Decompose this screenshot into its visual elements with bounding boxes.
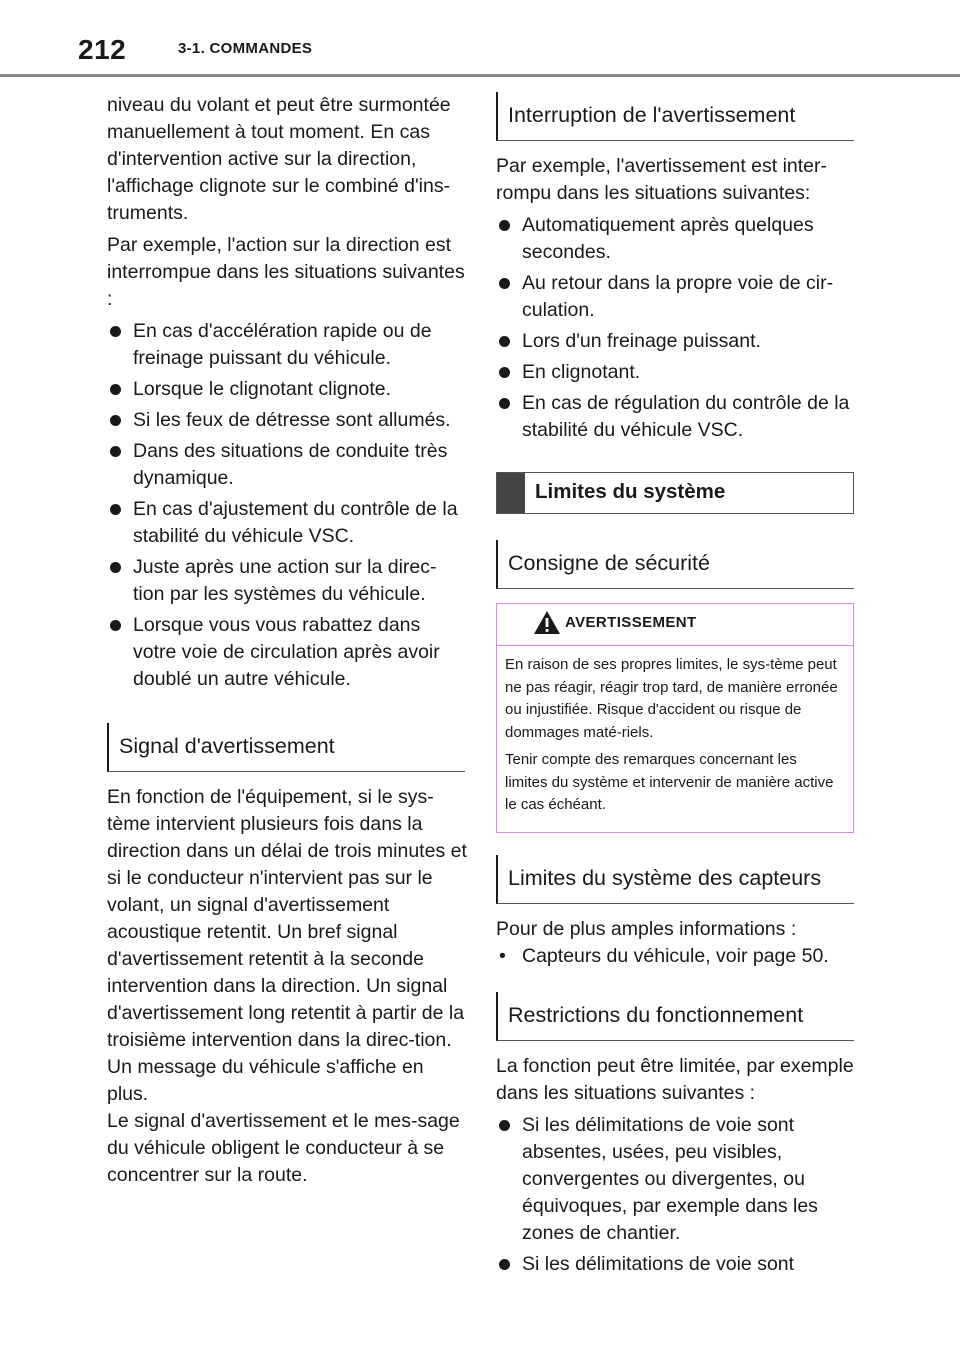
list-item: Lors d'un freinage puissant. [496, 328, 856, 355]
bullet-icon [499, 220, 510, 231]
warning-box-header [497, 604, 853, 646]
bullet-icon [499, 336, 510, 347]
interruption-heading: Interruption de l'avertissement [496, 92, 854, 141]
interruption-conditions-list [107, 318, 467, 693]
warning-text: Tenir compte des remarques concernant les limites du système et intervenir de manière active le cas échéant. [505, 751, 834, 813]
bullet-icon [499, 1120, 510, 1131]
warning-box [496, 603, 854, 833]
warning-title: AVERTISSEMENT [565, 614, 697, 631]
warning-triangle-icon [533, 610, 561, 635]
restrictions-list [496, 1112, 856, 1278]
list-item: En cas d'accélération rapide ou de freinage puissant du véhicule. [107, 318, 467, 372]
safety-heading: Consigne de sécurité [496, 540, 854, 589]
section-marker [497, 473, 525, 513]
limits-title: Limites du système [535, 480, 726, 503]
section-label: 3-1. COMMANDES [178, 40, 313, 57]
list-item: Si les délimitations de voie sont [496, 1251, 856, 1278]
bullet-icon [110, 326, 121, 337]
warning-box-body [497, 646, 853, 832]
intro-paragraph: niveau du volant et peut être surmontée manuellement à tout moment. En cas d'intervention active sur la direction, l'affichage clignote sur le combiné d'ins-truments. [107, 94, 451, 224]
interruption-intro: Par exemple, l'avertissement est inter-rompu dans les situations suivantes: [496, 155, 828, 204]
sensor-intro: Pour de plus amples informations : [496, 917, 797, 940]
sensor-reference-list [496, 943, 856, 970]
limits-section-title [496, 472, 854, 514]
list-item: En cas d'ajustement du contrôle de la stabilité du véhicule VSC. [107, 496, 467, 550]
bullet-icon [110, 446, 121, 457]
bullet-marker: • [499, 944, 506, 967]
list-item: En clignotant. [496, 359, 856, 386]
sensor-limits-heading: Limites du système des capteurs [496, 855, 854, 904]
bullet-icon [499, 398, 510, 409]
list-item: Si les délimitations de voie sont absentes, usées, peu visibles, convergentes ou divergentes, ou équivoques, par exemple dans les zones de chantier. [496, 1112, 856, 1247]
list-item [496, 943, 856, 970]
bullet-icon [110, 620, 121, 631]
list-item: Juste après une action sur la direc-tion par les systèmes du véhicule. [107, 554, 467, 608]
vehicle-message-line: Un message du véhicule s'affiche en plus. [107, 1056, 424, 1105]
sensor-page-reference: Capteurs du véhicule, voir page 50. [522, 944, 829, 967]
list-item: Lorsque vous vous rabattez dans votre voie de circulation après avoir doublé un autre véhicule. [107, 612, 467, 693]
list-item: Dans des situations de conduite très dynamique. [107, 438, 467, 492]
list-item: En cas de régulation du contrôle de la stabilité du véhicule VSC. [496, 390, 856, 444]
restrictions-heading: Restrictions du fonctionnement [496, 992, 854, 1041]
example-paragraph: Par exemple, l'action sur la direction est interrompue dans les situations suivantes : [107, 234, 465, 310]
list-item: Automatiquement après quelques secondes. [496, 212, 856, 266]
page-header [0, 0, 960, 80]
list-item: Au retour dans la propre voie de cir-culation. [496, 270, 856, 324]
final-paragraph: Le signal d'avertissement et le mes-sage du véhicule obligent le conducteur à se concentrer sur la route. [107, 1110, 460, 1186]
restrictions-intro: La fonction peut être limitée, par exemple dans les situations suivantes : [496, 1054, 854, 1104]
right-column [496, 92, 856, 1282]
bullet-icon [110, 504, 121, 515]
bullet-icon [499, 1259, 510, 1270]
bullet-icon [110, 384, 121, 395]
header-divider [0, 74, 960, 77]
list-item: Si les feux de détresse sont allumés. [107, 407, 467, 434]
left-column [107, 92, 467, 1194]
warning-signal-paragraph: En fonction de l'équipement, si le sys-tème intervient plusieurs fois dans la direction dans un délai de trois minutes et si le conducteur n'intervient pas sur le volant, un signal d'avertissement acoustique retentit. Un bref signal d'avertissement retentit à la seconde intervention dans la direction. Un signal d'avertissement long retentit à partir de la troisième intervention dans la direc-tion. [107, 786, 467, 1051]
bullet-icon [110, 562, 121, 573]
bullet-icon [499, 278, 510, 289]
bullet-icon [110, 415, 121, 426]
interruption-list [496, 212, 856, 444]
warning-text: En raison de ses propres limites, le sys-tème peut ne pas réagir, réagir trop tard, de manière erronée ou injustifiée. Risque d'accident ou risque de dommages maté-riels. [505, 656, 838, 741]
warning-signal-heading: Signal d'avertissement [107, 723, 465, 772]
bullet-icon [499, 367, 510, 378]
page-number: 212 [78, 34, 127, 65]
list-item: Lorsque le clignotant clignote. [107, 376, 467, 403]
